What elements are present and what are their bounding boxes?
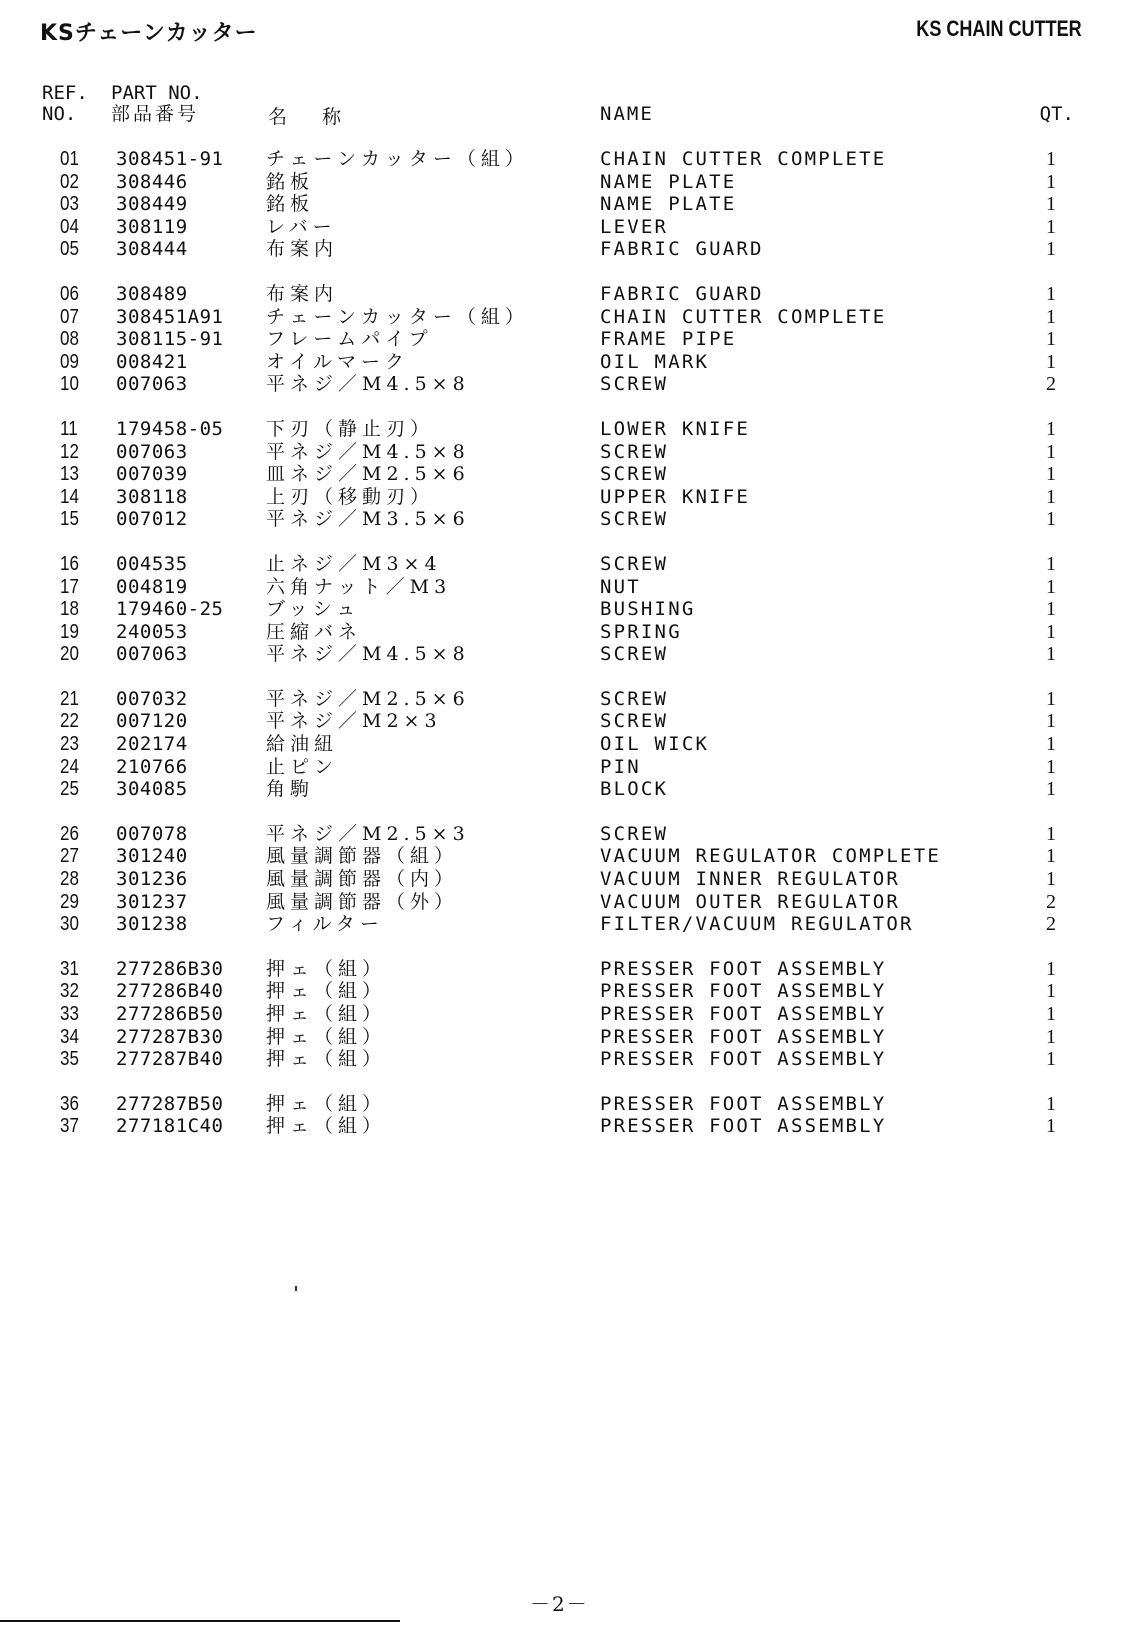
table-row <box>0 148 1134 171</box>
part-number: 210766 <box>116 755 188 778</box>
table-row <box>0 688 1134 711</box>
part-number: 308449 <box>116 193 188 216</box>
part-number: 277181C40 <box>116 1115 224 1138</box>
part-name-japanese: 下刃（静止刃） <box>266 417 435 440</box>
part-number: 179458-05 <box>116 417 224 440</box>
part-number: 308118 <box>116 485 188 508</box>
parts-group <box>0 418 1134 531</box>
table-row <box>0 845 1134 868</box>
quantity: 1 <box>1046 193 1056 216</box>
part-name-japanese: 給油紐 <box>266 733 339 756</box>
part-number: 004535 <box>116 552 188 575</box>
part-name-english: VACUUM OUTER REGULATOR <box>600 890 901 913</box>
part-name-japanese: 風量調節器（組） <box>266 845 459 868</box>
quantity: 1 <box>1046 282 1056 305</box>
table-row <box>0 891 1134 914</box>
part-name-japanese: 止ピン <box>266 755 339 778</box>
ref-number: 07 <box>60 305 79 328</box>
part-name-japanese: フィルター <box>266 913 384 936</box>
ref-number: 30 <box>60 913 79 936</box>
part-name-english: OIL WICK <box>600 733 710 756</box>
quantity: 2 <box>1046 373 1056 396</box>
ref-number: 02 <box>60 170 79 193</box>
part-name-japanese: 平ネジ／M3.5×6 <box>266 508 470 531</box>
part-name-english: SCREW <box>600 373 669 396</box>
column-header-ref-line2: NO. <box>42 103 77 125</box>
part-name-english: PRESSER FOOT ASSEMBLY <box>600 1025 887 1048</box>
table-row <box>0 598 1134 621</box>
ref-number: 19 <box>60 620 79 643</box>
part-number: 277286B30 <box>116 957 224 980</box>
ref-number: 33 <box>60 1003 79 1025</box>
ref-number: 26 <box>60 822 79 845</box>
part-name-english: LOWER KNIFE <box>600 417 751 440</box>
part-name-english: NAME PLATE <box>600 193 737 216</box>
quantity: 1 <box>1046 508 1056 531</box>
table-row <box>0 283 1134 306</box>
table-row <box>0 1048 1134 1071</box>
quantity: 1 <box>1046 1003 1056 1025</box>
quantity: 1 <box>1046 687 1056 710</box>
ref-number: 13 <box>60 463 79 486</box>
quantity: 1 <box>1046 733 1056 756</box>
part-name-english: SCREW <box>600 508 669 531</box>
bottom-rule <box>0 1620 400 1622</box>
part-number: 277287B40 <box>116 1048 224 1071</box>
ref-number: 17 <box>60 575 79 598</box>
parts-group <box>0 148 1134 261</box>
quantity: 1 <box>1046 575 1056 598</box>
part-name-english: SCREW <box>600 463 669 486</box>
part-number: 007012 <box>116 508 188 531</box>
part-name-japanese: 銘板 <box>266 170 315 193</box>
ref-number: 31 <box>60 957 79 980</box>
table-row <box>0 508 1134 531</box>
quantity: 1 <box>1046 643 1056 666</box>
ref-number: 32 <box>60 980 79 1003</box>
part-number: 308444 <box>116 238 188 261</box>
part-name-japanese: 平ネジ／M4.5×8 <box>266 643 470 666</box>
parts-group <box>0 553 1134 666</box>
part-name-english: PRESSER FOOT ASSEMBLY <box>600 1115 887 1138</box>
quantity: 1 <box>1046 417 1056 440</box>
part-number: 277286B50 <box>116 1003 224 1025</box>
part-number: 007120 <box>116 710 188 733</box>
column-header-part-line2: 部品番号 <box>111 103 200 125</box>
part-name-english: OIL MARK <box>600 350 710 373</box>
column-header-name-japanese: 名 称 <box>268 106 350 128</box>
column-header-part-line1: PART NO. <box>111 82 203 104</box>
table-row <box>0 463 1134 486</box>
part-number: 008421 <box>116 350 188 373</box>
table-row <box>0 171 1134 194</box>
part-number: 301236 <box>116 868 188 891</box>
ref-number: 05 <box>60 238 79 261</box>
part-name-english: SCREW <box>600 822 669 845</box>
quantity: 1 <box>1046 755 1056 778</box>
ref-number: 20 <box>60 643 79 666</box>
ref-number: 34 <box>60 1025 79 1048</box>
quantity: 1 <box>1046 440 1056 463</box>
page-title-japanese: KSチェーンカッター <box>40 21 258 46</box>
part-number: 301240 <box>116 845 188 868</box>
part-name-english: CHAIN CUTTER COMPLETE <box>600 148 887 170</box>
part-number: 007063 <box>116 440 188 463</box>
part-name-japanese: 平ネジ／M4.5×8 <box>266 373 470 396</box>
ref-number: 21 <box>60 687 79 710</box>
ref-number: 04 <box>60 215 79 238</box>
table-row <box>0 621 1134 644</box>
part-name-japanese: 銘板 <box>266 193 315 216</box>
ref-number: 12 <box>60 440 79 463</box>
part-name-english: NAME PLATE <box>600 170 737 193</box>
part-name-english: PRESSER FOOT ASSEMBLY <box>600 957 887 980</box>
part-name-japanese: 圧縮バネ <box>266 620 363 643</box>
quantity: 1 <box>1046 552 1056 575</box>
parts-group <box>0 1093 1134 1138</box>
part-number: 308446 <box>116 170 188 193</box>
table-row <box>0 418 1134 441</box>
part-number: 007032 <box>116 687 188 710</box>
part-number: 240053 <box>116 620 188 643</box>
table-row <box>0 216 1134 239</box>
ref-number: 23 <box>60 733 79 756</box>
quantity: 1 <box>1046 822 1056 845</box>
quantity: 1 <box>1046 148 1056 170</box>
part-number: 301238 <box>116 913 188 936</box>
quantity: 1 <box>1046 170 1056 193</box>
ref-number: 36 <box>60 1092 79 1115</box>
page-title-english: KS CHAIN CUTTER <box>916 16 1082 41</box>
table-row <box>0 958 1134 981</box>
part-name-japanese: 押ェ（組） <box>266 957 387 980</box>
table-row <box>0 328 1134 351</box>
part-name-japanese: 六角ナット／M3 <box>266 575 452 598</box>
ref-number: 14 <box>60 485 79 508</box>
part-name-japanese: レバー <box>266 215 337 238</box>
part-name-english: BLOCK <box>600 778 669 801</box>
part-name-english: PRESSER FOOT ASSEMBLY <box>600 980 887 1003</box>
part-name-english: PIN <box>600 755 641 778</box>
table-row <box>0 756 1134 779</box>
quantity: 1 <box>1046 1048 1056 1071</box>
ref-number: 06 <box>60 282 79 305</box>
part-name-english: SCREW <box>600 687 669 710</box>
part-name-japanese: 風量調節器（外） <box>266 890 459 913</box>
table-row <box>0 710 1134 733</box>
part-name-english: PRESSER FOOT ASSEMBLY <box>600 1003 887 1025</box>
part-name-japanese: 平ネジ／M2.5×3 <box>266 822 470 845</box>
column-header-quantity: QT. <box>1039 103 1074 125</box>
table-row <box>0 733 1134 756</box>
ref-number: 16 <box>60 552 79 575</box>
parts-table <box>0 148 1134 1160</box>
ref-number: 25 <box>60 778 79 801</box>
parts-group <box>0 958 1134 1071</box>
part-name-english: FABRIC GUARD <box>600 282 764 305</box>
table-row <box>0 868 1134 891</box>
part-name-japanese: チェーンカッター（組） <box>266 148 529 170</box>
part-name-japanese: 止ネジ／M3×4 <box>266 552 442 575</box>
part-name-japanese: 布案内 <box>266 282 339 305</box>
column-header-ref-line1: REF. <box>42 82 88 104</box>
part-name-english: VACUUM REGULATOR COMPLETE <box>600 845 941 868</box>
ref-number: 09 <box>60 350 79 373</box>
part-name-english: FILTER/VACUUM REGULATOR <box>600 913 914 936</box>
page-number: －2－ <box>530 1592 589 1616</box>
quantity: 1 <box>1046 350 1056 373</box>
part-number: 308489 <box>116 282 188 305</box>
part-name-japanese: 皿ネジ／M2.5×6 <box>266 463 470 486</box>
quantity: 1 <box>1046 215 1056 238</box>
ref-number: 08 <box>60 328 79 351</box>
table-row <box>0 486 1134 509</box>
quantity: 1 <box>1046 620 1056 643</box>
part-name-japanese: オイルマーク <box>266 350 410 373</box>
part-number: 277287B30 <box>116 1025 224 1048</box>
part-name-english: FRAME PIPE <box>600 328 737 351</box>
part-name-japanese: フレームパイプ <box>266 328 433 351</box>
part-name-english: SCREW <box>600 440 669 463</box>
part-name-english: UPPER KNIFE <box>600 485 751 508</box>
part-name-japanese: 押ェ（組） <box>266 1025 387 1048</box>
part-number: 202174 <box>116 733 188 756</box>
quantity: 2 <box>1046 913 1056 936</box>
ref-number: 35 <box>60 1048 79 1071</box>
table-row <box>0 1026 1134 1049</box>
part-name-japanese: 平ネジ／M2×3 <box>266 710 442 733</box>
ref-number: 37 <box>60 1115 79 1138</box>
table-row <box>0 373 1134 396</box>
table-row <box>0 351 1134 374</box>
part-name-english: BUSHING <box>600 598 696 621</box>
part-number: 007063 <box>116 643 188 666</box>
quantity: 1 <box>1046 845 1056 868</box>
part-name-english: SPRING <box>600 620 682 643</box>
parts-group <box>0 688 1134 801</box>
part-number: 308451A91 <box>116 305 224 328</box>
quantity: 1 <box>1046 598 1056 621</box>
quantity: 1 <box>1046 238 1056 261</box>
ref-number: 27 <box>60 845 79 868</box>
part-number: 277287B50 <box>116 1092 224 1115</box>
part-name-japanese: 平ネジ／M4.5×8 <box>266 440 470 463</box>
part-name-english: NUT <box>600 575 641 598</box>
table-row <box>0 238 1134 261</box>
parts-group <box>0 823 1134 936</box>
quantity: 1 <box>1046 710 1056 733</box>
table-row <box>0 1093 1134 1116</box>
part-name-english: VACUUM INNER REGULATOR <box>600 868 901 891</box>
quantity: 1 <box>1046 305 1056 328</box>
part-name-japanese: 上刃（移動刃） <box>266 485 435 508</box>
table-row <box>0 306 1134 329</box>
quantity: 1 <box>1046 1025 1056 1048</box>
ref-number: 10 <box>60 373 79 396</box>
ref-number: 29 <box>60 890 79 913</box>
ref-number: 15 <box>60 508 79 531</box>
part-name-japanese: 押ェ（組） <box>266 1092 387 1115</box>
ref-number: 28 <box>60 868 79 891</box>
part-name-english: SCREW <box>600 552 669 575</box>
table-row <box>0 980 1134 1003</box>
table-row <box>0 913 1134 936</box>
part-number: 308115-91 <box>116 328 224 351</box>
part-name-japanese: 平ネジ／M2.5×6 <box>266 687 470 710</box>
part-name-japanese: ブッシュ <box>266 598 361 621</box>
table-row <box>0 823 1134 846</box>
ref-number: 18 <box>60 598 79 621</box>
part-name-english: SCREW <box>600 643 669 666</box>
part-name-english: FABRIC GUARD <box>600 238 764 261</box>
ref-number: 01 <box>60 148 79 170</box>
part-number: 308451-91 <box>116 148 224 170</box>
table-row <box>0 1115 1134 1138</box>
part-name-english: LEVER <box>600 215 669 238</box>
part-name-japanese: 押ェ（組） <box>266 980 387 1003</box>
part-name-japanese: 押ェ（組） <box>266 1048 387 1071</box>
quantity: 1 <box>1046 1115 1056 1138</box>
part-name-japanese: 角駒 <box>266 778 315 801</box>
table-row <box>0 193 1134 216</box>
table-row <box>0 1003 1134 1026</box>
quantity: 1 <box>1046 778 1056 801</box>
quantity: 1 <box>1046 1092 1056 1115</box>
ref-number: 24 <box>60 755 79 778</box>
part-number: 007039 <box>116 463 188 486</box>
parts-group <box>0 283 1134 396</box>
part-number: 004819 <box>116 575 188 598</box>
table-row <box>0 576 1134 599</box>
part-name-english: PRESSER FOOT ASSEMBLY <box>600 1048 887 1071</box>
part-number: 007078 <box>116 822 188 845</box>
part-number: 277286B40 <box>116 980 224 1003</box>
part-number: 301237 <box>116 890 188 913</box>
column-header-name-english: NAME <box>600 103 654 125</box>
quantity: 1 <box>1046 868 1056 891</box>
part-name-japanese: 押ェ（組） <box>266 1115 387 1138</box>
quantity: 1 <box>1046 328 1056 351</box>
quantity: 1 <box>1046 485 1056 508</box>
part-name-japanese: 風量調節器（内） <box>266 868 459 891</box>
table-row <box>0 778 1134 801</box>
table-row <box>0 643 1134 666</box>
quantity: 1 <box>1046 957 1056 980</box>
quantity: 1 <box>1046 980 1056 1003</box>
part-number: 007063 <box>116 373 188 396</box>
part-number: 308119 <box>116 215 188 238</box>
stray-mark <box>295 1286 297 1291</box>
ref-number: 22 <box>60 710 79 733</box>
part-name-english: PRESSER FOOT ASSEMBLY <box>600 1092 887 1115</box>
part-name-japanese: 押ェ（組） <box>266 1003 387 1025</box>
part-name-japanese: 布案内 <box>266 238 339 261</box>
part-name-english: SCREW <box>600 710 669 733</box>
part-name-japanese: チェーンカッター（組） <box>266 305 529 328</box>
ref-number: 03 <box>60 193 79 216</box>
table-row <box>0 553 1134 576</box>
part-number: 179460-25 <box>116 598 224 621</box>
ref-number: 11 <box>60 417 78 440</box>
table-row <box>0 441 1134 464</box>
quantity: 2 <box>1046 890 1056 913</box>
part-name-english: CHAIN CUTTER COMPLETE <box>600 305 887 328</box>
quantity: 1 <box>1046 463 1056 486</box>
part-number: 304085 <box>116 778 188 801</box>
